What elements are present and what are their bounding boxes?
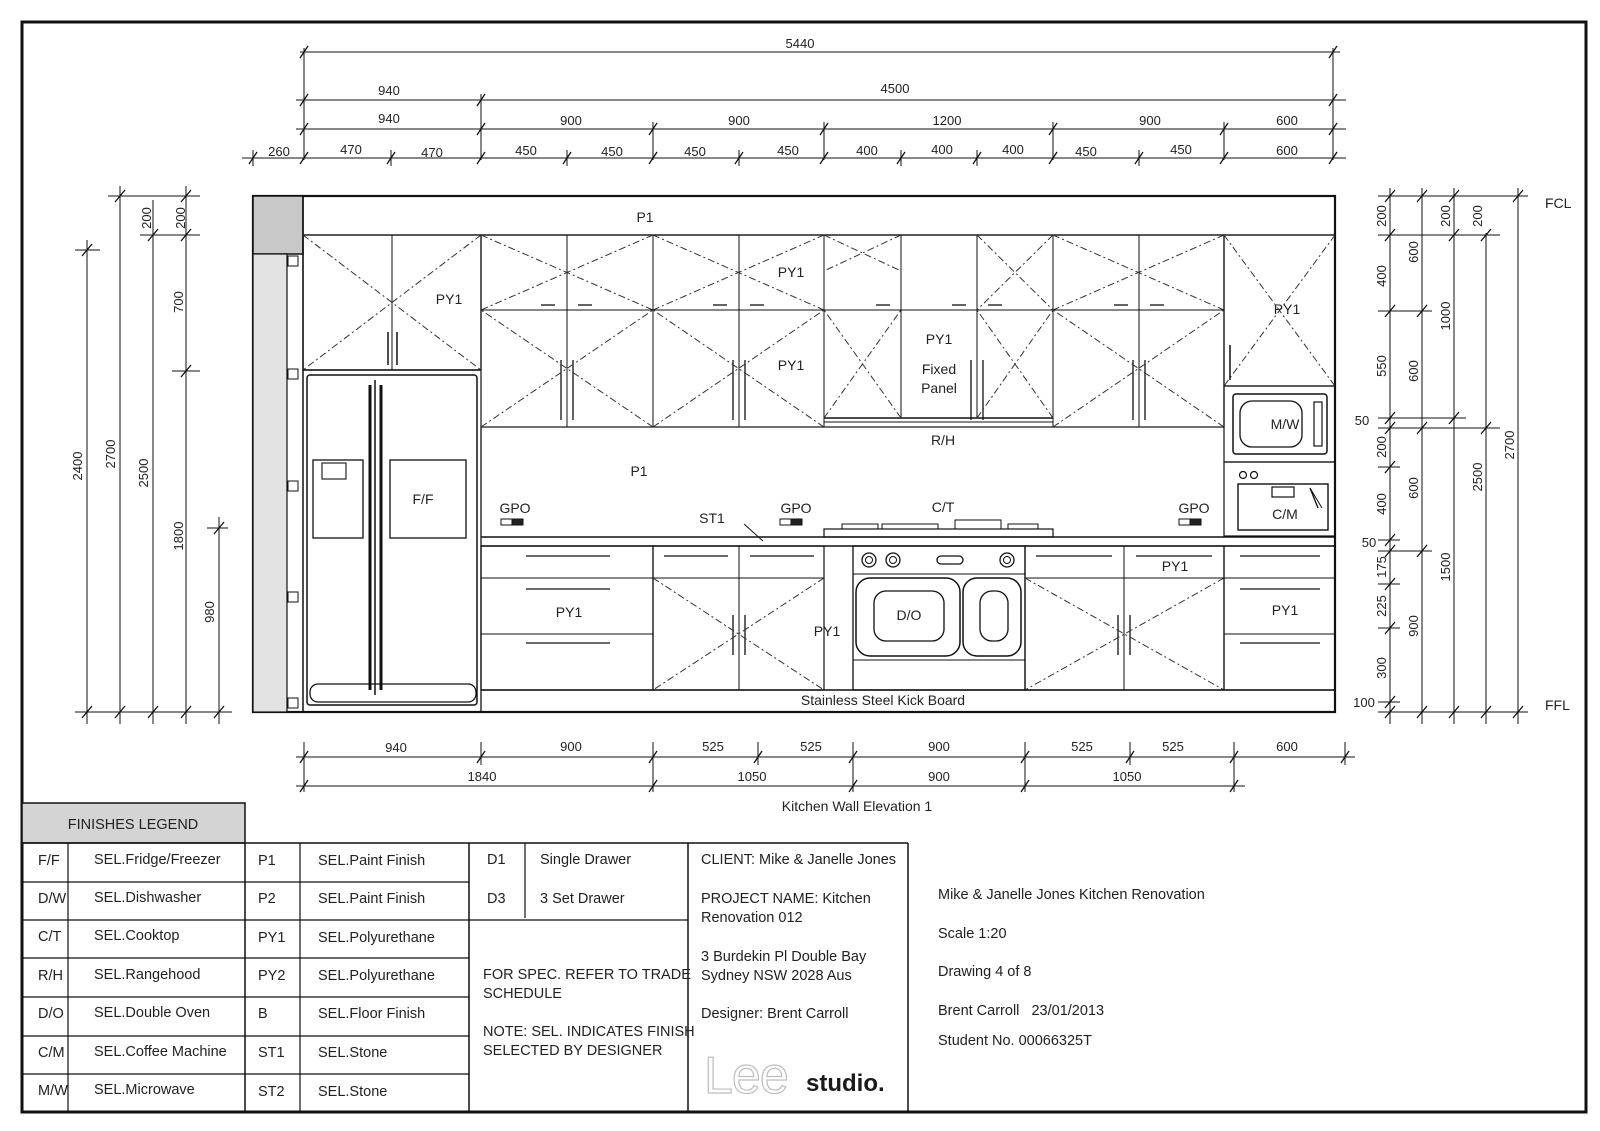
label-py1-right-tall: PY1 (1273, 301, 1301, 317)
dim-overall: 5440 (785, 36, 815, 51)
dim-b1-5: 525 (1071, 739, 1093, 754)
label-coffee-machine: C/M (1272, 506, 1298, 522)
dim-r4-12: 600 (1276, 143, 1298, 158)
label-gpo-1: GPO (499, 500, 531, 516)
dim-r4-0: 260 (268, 144, 290, 159)
legend-desc: SEL.Polyurethane (318, 968, 435, 984)
dim-rc3-0: 200 (1438, 205, 1453, 227)
project-address-2: Sydney NSW 2028 Aus (701, 968, 852, 984)
legend-desc: SEL.Double Oven (94, 1005, 211, 1021)
project-name-1: PROJECT NAME: Kitchen (701, 891, 871, 907)
label-p1-wall: P1 (630, 463, 648, 479)
dim-rc1-5: 175 (1374, 556, 1389, 578)
dim-b1-4: 900 (928, 739, 950, 754)
dim-r3-0: 940 (378, 111, 400, 126)
dim-left-200b: 200 (173, 207, 188, 229)
dim-right-100: 100 (1353, 695, 1375, 710)
legend-desc: SEL.Microwave (94, 1082, 195, 1098)
dim-r3-5: 600 (1276, 113, 1298, 128)
legend-desc: SEL.Cooktop (94, 928, 180, 944)
legend-code: F/F (38, 853, 60, 869)
dim-b2-1: 1050 (737, 769, 767, 784)
dim-b2-3: 1050 (1112, 769, 1142, 784)
legend-note-1a: FOR SPEC. REFER TO TRADE (483, 967, 691, 983)
dim-r4-11: 450 (1170, 142, 1192, 157)
dim-b2-0: 1840 (467, 769, 497, 784)
titleblock-student-no: Student No. 00066325T (938, 1033, 1092, 1049)
svg-text:studio.: studio. (806, 1070, 885, 1097)
dim-rc3-1: 1000 (1438, 301, 1453, 331)
project-client: CLIENT: Mike & Janelle Jones (701, 852, 897, 868)
titleblock-drawing-no: Drawing 4 of 8 (938, 964, 1032, 980)
legend-code: PY2 (258, 968, 286, 984)
dim-rc2-1: 600 (1406, 360, 1421, 382)
dim-rc1-3: 200 (1374, 436, 1389, 458)
legend-desc: SEL.Dishwasher (94, 890, 202, 906)
dim-rc1-6: 225 (1374, 595, 1389, 617)
label-py1-upper-a: PY1 (777, 264, 805, 280)
label-py1-upper-b: PY1 (777, 357, 805, 373)
dim-top-4500: 4500 (880, 81, 910, 96)
dim-top-940: 940 (378, 83, 400, 98)
dim-rc2-2: 600 (1406, 477, 1421, 499)
legend-code: M/W (38, 1083, 68, 1099)
dim-left-2700: 2700 (103, 439, 118, 469)
legend-desc: SEL.Coffee Machine (94, 1044, 227, 1060)
lee-studio-logo (704, 1047, 885, 1105)
dim-r4-4: 450 (601, 144, 623, 159)
left-dimensions (75, 186, 232, 724)
dim-rc1-1: 400 (1374, 265, 1389, 287)
legend-desc: SEL.Rangehood (94, 967, 201, 983)
label-py1-base-d: PY1 (1271, 602, 1299, 618)
dim-r3-1: 900 (560, 113, 582, 128)
legend-code: ST2 (258, 1084, 285, 1100)
dim-rc2-3: 900 (1406, 615, 1421, 637)
dim-b1-2: 525 (702, 739, 724, 754)
legend-code: P1 (258, 853, 276, 869)
label-py1-overfridge: PY1 (435, 291, 463, 307)
legend-note-2b: SELECTED BY DESIGNER (483, 1043, 663, 1059)
dim-rc1-2: 550 (1374, 355, 1389, 377)
legend-code: D/O (38, 1006, 64, 1022)
legend-desc: SEL.Stone (318, 1084, 388, 1100)
project-name-2: Renovation 012 (701, 910, 803, 926)
dim-r4-8: 400 (931, 142, 953, 157)
label-double-oven: D/O (896, 607, 922, 623)
legend-code: P2 (258, 891, 276, 907)
dim-r4-6: 450 (777, 143, 799, 158)
dim-rc4-1: 2500 (1470, 462, 1485, 492)
dim-r4-7: 400 (856, 143, 878, 158)
label-kick-board: Stainless Steel Kick Board (800, 692, 966, 708)
label-st1: ST1 (699, 510, 725, 526)
label-rangehood: R/H (930, 432, 956, 448)
dim-r4-2: 470 (421, 145, 443, 160)
legend-code: R/H (38, 968, 63, 984)
label-microwave: M/W (1270, 416, 1300, 432)
dim-right-50b: 50 (1361, 535, 1377, 550)
label-cooktop: C/T (931, 499, 955, 515)
legend-code: B (258, 1006, 268, 1022)
label-gpo-3: GPO (1178, 500, 1210, 516)
legend-desc: SEL.Polyurethane (318, 930, 435, 946)
legend-desc: 3 Set Drawer (540, 891, 625, 907)
legend-desc: SEL.Stone (318, 1045, 388, 1061)
legend-code: PY1 (258, 930, 286, 946)
legend-desc: SEL.Fridge/Freezer (94, 852, 221, 868)
drawing-title: Kitchen Wall Elevation 1 (781, 798, 933, 814)
label-py1-base-c: PY1 (1161, 558, 1189, 574)
legend-code: D1 (487, 852, 506, 868)
legend-note-2a: NOTE: SEL. INDICATES FINISH (483, 1024, 695, 1040)
dim-b1-1: 900 (560, 739, 582, 754)
dim-r4-1: 470 (340, 142, 362, 157)
label-py1-fixed: PY1 (925, 331, 953, 347)
dim-rc1-7: 300 (1374, 657, 1389, 679)
dim-r4-10: 450 (1075, 144, 1097, 159)
dim-left-1800: 1800 (171, 521, 186, 551)
project-address-1: 3 Burdekin Pl Double Bay (701, 949, 867, 965)
dim-rc3-2: 1500 (1438, 552, 1453, 582)
legend-heading: FINISHES LEGEND (67, 817, 199, 833)
svg-text:Lee: Lee (704, 1047, 788, 1105)
label-p1-bulkhead: P1 (636, 209, 654, 225)
label-fixed: Fixed (921, 361, 957, 377)
dim-left-2500: 2500 (136, 458, 151, 488)
dim-b2-2: 900 (928, 769, 950, 784)
legend-desc: Single Drawer (540, 852, 632, 868)
dim-left-200a: 200 (139, 207, 154, 229)
level-fcl: FCL (1545, 195, 1572, 211)
label-panel: Panel (921, 380, 957, 396)
legend-note-1b: SCHEDULE (483, 986, 562, 1002)
legend-desc: SEL.Floor Finish (318, 1006, 426, 1022)
bottom-dimensions (296, 742, 1355, 792)
dim-r4-3: 450 (515, 143, 537, 158)
dim-rc2-0: 600 (1406, 241, 1421, 263)
dim-left-980: 980 (202, 601, 217, 623)
dim-b1-3: 525 (800, 739, 822, 754)
dim-rc4-0: 200 (1470, 205, 1485, 227)
dim-b1-0: 940 (385, 740, 407, 755)
titleblock-title: Mike & Janelle Jones Kitchen Renovation (938, 887, 1205, 903)
label-py1-base-a: PY1 (555, 604, 583, 620)
legend-code: D3 (487, 891, 506, 907)
dim-r3-4: 900 (1139, 113, 1161, 128)
label-gpo-2: GPO (780, 500, 812, 516)
label-py1-base-b: PY1 (813, 623, 841, 639)
dim-r3-3: 1200 (932, 113, 962, 128)
legend-code: ST1 (258, 1045, 285, 1061)
dim-rc1-0: 200 (1374, 205, 1389, 227)
dim-left-700: 700 (171, 291, 186, 313)
titleblock-scale: Scale 1:20 (938, 926, 1007, 942)
dim-r3-2: 900 (728, 113, 750, 128)
project-designer: Designer: Brent Carroll (701, 1006, 849, 1022)
legend-desc: SEL.Paint Finish (318, 891, 426, 907)
dim-left-2400: 2400 (70, 451, 85, 481)
legend-desc: SEL.Paint Finish (318, 853, 426, 869)
legend-code: D/W (38, 891, 67, 907)
level-ffl: FFL (1545, 697, 1570, 713)
legend-code: C/T (38, 929, 62, 945)
dim-right-50a: 50 (1354, 413, 1370, 428)
dim-r4-9: 400 (1002, 142, 1024, 157)
dim-b1-6: 525 (1162, 739, 1184, 754)
legend-code: C/M (38, 1045, 65, 1061)
dim-b1-7: 600 (1276, 739, 1298, 754)
label-fridge-freezer: F/F (412, 491, 434, 507)
dim-rc1-4: 400 (1374, 493, 1389, 515)
dim-r4-5: 450 (684, 144, 706, 159)
titleblock-author-date: Brent Carroll 23/01/2013 (938, 1003, 1105, 1019)
dim-rc5-0: 2700 (1502, 430, 1517, 460)
